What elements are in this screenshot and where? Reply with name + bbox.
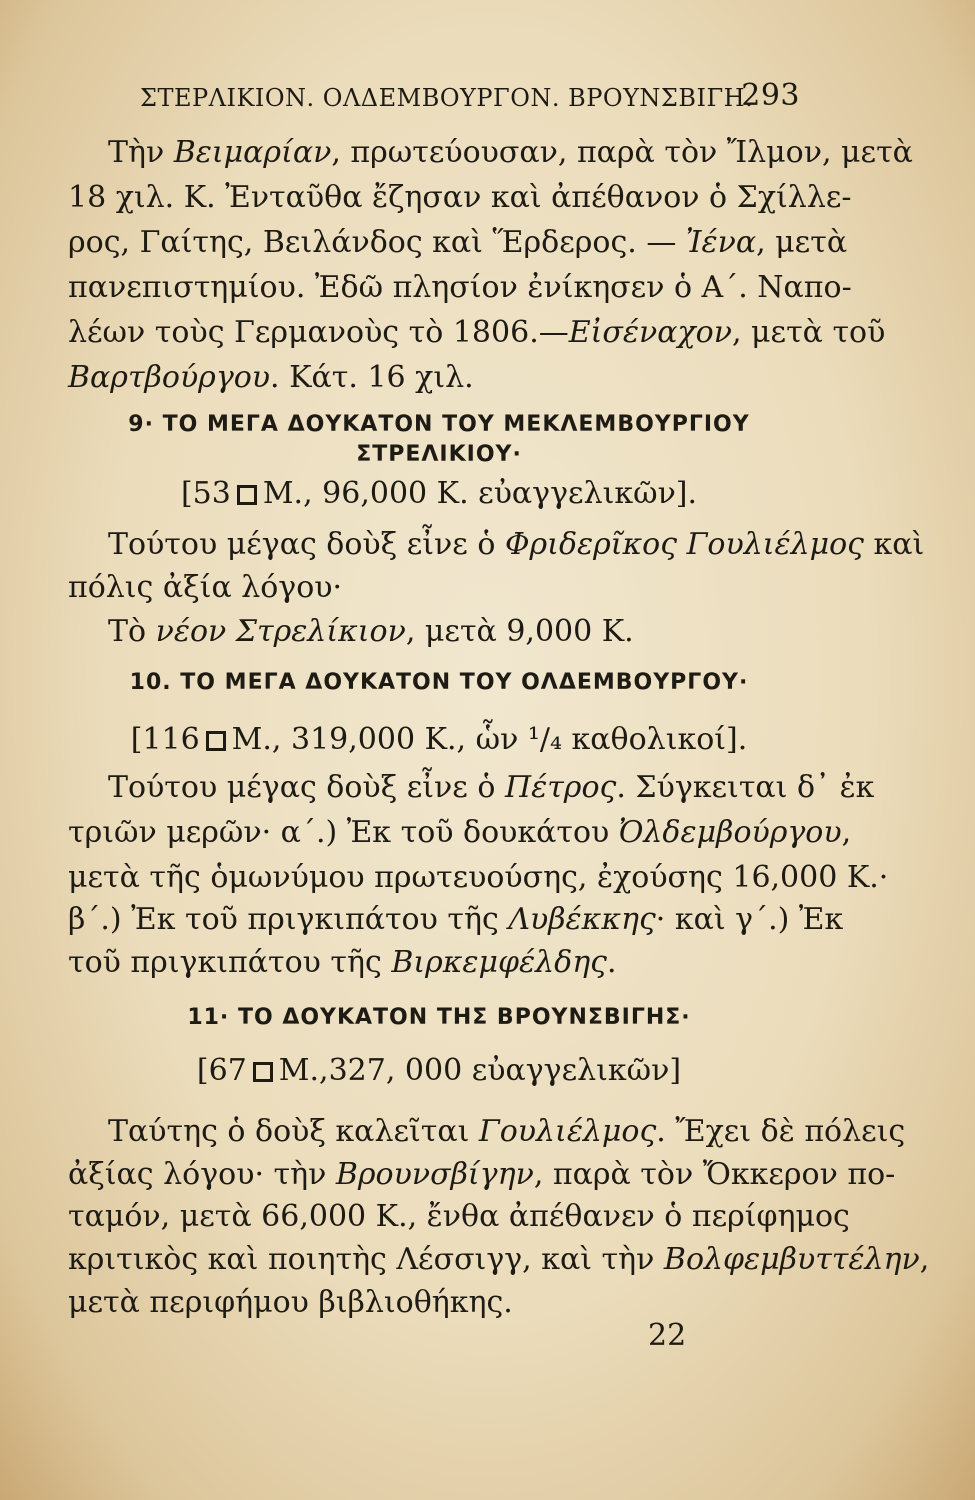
square-miles-icon <box>206 731 226 751</box>
text-line: β΄.) Ἐκ τοῦ πριγκιπάτου τῆς Λυβέκκης· καὶ γ΄.) Ἐκ <box>68 902 844 937</box>
signature-mark: 22 <box>648 1318 687 1353</box>
section-stats-11: [67 Μ.,327, 000 εὐαγγελικῶν] <box>196 1053 682 1088</box>
text-line: κριτικὸς καὶ ποιητὴς Λέσσιγγ, καὶ τὴν Βολφεμβυττέλην, <box>68 1242 930 1277</box>
text-line: Τὸ νέον Στρελίκιον, μετὰ 9,000 Κ. <box>108 614 634 649</box>
text-line: τριῶν μερῶν· α΄.) Ἐκ τοῦ δουκάτου Ὀλδεμβούργου, <box>68 815 852 850</box>
page-number: 293 <box>741 78 800 113</box>
text-line: μετὰ περιφήμου βιβλιοθήκης. <box>68 1285 513 1320</box>
section-heading-10: 10. ΤΟ ΜΕΓΑ ΔΟΥΚΑΤΟΝ ΤΟΥ ΟΛΔΕΜΒΟΥΡΓΟΥ· <box>129 670 749 695</box>
section-heading-9: 9· ΤΟ ΜΕΓΑ ΔΟΥΚΑΤΟΝ ΤΟΥ ΜΕΚΛΕΜΒΟΥΡΓΙΟΥ <box>128 412 750 437</box>
text-line: λέων τοὺς Γερμανοὺς τὸ 1806.—Εἰσέναχον, μετὰ τοῦ <box>68 315 886 350</box>
text-line: ρος, Γαίτης, Βειλάνδος καὶ Ἕρδερος. — Ἰένα, μετὰ <box>68 225 848 260</box>
running-title: ΣΤΕΡΛΙΚΙΟΝ. ΟΛΔΕΜΒΟΥΡΓΟΝ. ΒΡΟΥΝΣΒΙΓΗ. <box>140 84 754 112</box>
section-stats-10: [116 Μ., 319,000 Κ., ὧν ¹/₄ καθολικοί]. <box>130 722 748 757</box>
text-line: ταμόν, μετὰ 66,000 Κ., ἔνθα ἀπέθανεν ὁ περίφημος <box>68 1199 850 1234</box>
section-stats-9: [53 Μ., 96,000 Κ. εὐαγγελικῶν]. <box>180 476 698 511</box>
text-line: πόλις ἀξία λόγου· <box>68 570 343 605</box>
square-miles-icon <box>237 485 257 505</box>
text-line: ἀξίας λόγου· τὴν Βρουνσβίγην, παρὰ τὸν Ὄκκερον πο- <box>68 1157 896 1192</box>
text-line: Τούτου μέγας δοὺξ εἶνε ὁ Πέτρος. Σύγκειται δ᾽ ἐκ <box>108 770 875 805</box>
square-miles-icon <box>253 1062 273 1082</box>
section-heading-9-cont: ΣΤΡΕΛΙΚΙΟΥ· <box>356 442 522 467</box>
text-line: Τὴν Βειμαρίαν, πρωτεύουσαν, παρὰ τὸν Ἴλμον, μετὰ <box>108 135 913 170</box>
text-line: Βαρτβούργου. Κάτ. 16 χιλ. <box>68 360 474 395</box>
section-heading-11: 11· ΤΟ ΔΟΥΚΑΤΟΝ ΤΗΣ ΒΡΟΥΝΣΒΙΓΗΣ· <box>187 1005 691 1030</box>
running-head <box>140 78 800 118</box>
text-line: τοῦ πριγκιπάτου τῆς Βιρκεμφέλδης. <box>68 945 617 980</box>
text-line: Ταύτης ὁ δοὺξ καλεῖται Γουλιέλμος. Ἔχει δὲ πόλεις <box>108 1114 906 1149</box>
text-line: πανεπιστημίου. Ἐδῶ πλησίον ἐνίκησεν ὁ Α΄. Ναπο- <box>68 270 852 305</box>
text-line: μετὰ τῆς ὁμωνύμου πρωτευούσης, ἐχούσης 16,000 Κ.· <box>68 860 889 895</box>
text-line: 18 χιλ. Κ. Ἐνταῦθα ἔζησαν καὶ ἀπέθανον ὁ Σχίλλε- <box>68 180 852 215</box>
text-line: Τούτου μέγας δοὺξ εἶνε ὁ Φριδερῖκος Γουλιέλμος καὶ <box>108 527 925 562</box>
